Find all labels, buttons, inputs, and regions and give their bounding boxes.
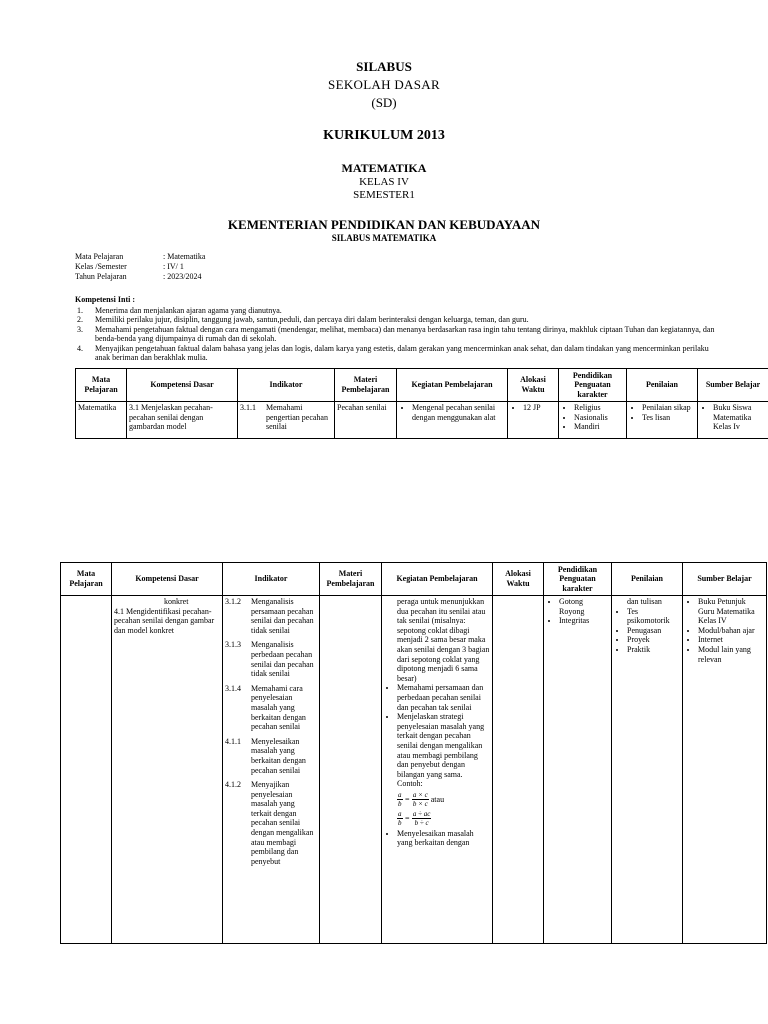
col-header: Materi Pembelajaran [320, 563, 382, 596]
kompetensi-inti-list [75, 306, 715, 362]
indikator-item [225, 684, 317, 732]
list-text: Menjelaskan strategi penyelesaian masalah yang terkait dengan pecahan senilai dengan mengalikan atau membagi pembilang dan penyebut dengan bilangan yang sama. Contoh: [397, 712, 485, 789]
indikator-text: Menyajikan penyelesaian masalah yang terkait dengan pecahan senilai dengan mengalikan atau membagi pembilang dan penyebut [251, 780, 314, 866]
indikator-text: Menyelesaikan masalah yang berkaitan dengan pecahan senilai [251, 736, 306, 775]
list-item: • Penugasan [627, 626, 680, 636]
list-item [75, 315, 715, 324]
list-item: • Proyek [627, 635, 680, 645]
list-item [75, 325, 715, 344]
list-text: Menerima dan menjalankan ajaran agama yang dianutnya. [95, 306, 282, 315]
fraction [397, 791, 403, 808]
list-item: • Gotong Royong [559, 597, 609, 616]
list-item [397, 712, 490, 827]
indikator-text: Memahami pengertian pecahan senilai [266, 403, 328, 432]
list-number: 2. [77, 315, 83, 325]
info-value: : 2023/2024 [163, 272, 202, 281]
formula-1 [397, 791, 490, 808]
title-silabus: SILABUS [356, 59, 412, 74]
indikator-text: Menganalisis perbedaan pecahan senilai dan pecahan tidak senilai [251, 640, 314, 679]
cell-mapel [61, 596, 112, 944]
list-item: • Buku Siswa Matematika Kelas Iv [713, 403, 766, 432]
info-label: Kelas /Semester [75, 262, 127, 271]
cell-kegiatan [397, 402, 508, 439]
formula-2 [397, 810, 490, 827]
syllabus-table-1 [75, 368, 768, 439]
fraction [412, 791, 429, 808]
title-school-abbr: (SD) [371, 95, 397, 110]
info-value: : Matematika [163, 252, 206, 261]
cell-penilaian [627, 402, 698, 439]
col-header: Alokasi Waktu [493, 563, 544, 596]
cell-alokasi [508, 402, 559, 439]
col-header: Kegiatan Pembelajaran [382, 563, 493, 596]
list-item: • Tes psikomotorik [627, 607, 680, 626]
cell-sumber [683, 596, 767, 944]
fraction [412, 810, 431, 827]
col-header: Alokasi Waktu [508, 369, 559, 402]
list-item: • Modul lain yang relevan [698, 645, 764, 664]
cell-ppk [544, 596, 612, 944]
list-item: • Menyelesaikan masalah yang berkaitan dengan [397, 829, 490, 848]
info-row [75, 272, 205, 282]
indikator-item [240, 403, 332, 432]
title-semester: SEMESTER1 [353, 189, 415, 201]
title-subject: MATEMATIKA [341, 161, 427, 175]
info-block [75, 252, 205, 282]
denominator: b ÷ c [414, 818, 429, 827]
list-item: • Nasionalis [574, 413, 624, 423]
list-item: • Integritas [559, 616, 609, 626]
numerator: a [398, 790, 402, 799]
col-header: Penilaian [627, 369, 698, 402]
fraction [397, 810, 403, 827]
indikator-number: 3.1.1 [240, 403, 256, 412]
title-kurikulum: KURIKULUM 2013 [323, 128, 445, 143]
indikator-text: Menganalisis persamaan pecahan senilai dan pecahan tidak senilai [251, 597, 314, 635]
title-school: SEKOLAH DASAR [328, 77, 440, 92]
list-item [75, 306, 715, 315]
denominator: b [398, 799, 402, 808]
equals-sign: = [404, 794, 410, 804]
cell-ppk [559, 402, 627, 439]
info-value: : IV/ 1 [163, 262, 184, 271]
cell-penilaian [612, 596, 683, 944]
col-header: Pendidikan Penguatan karakter [544, 563, 612, 596]
list-number: 3. [77, 324, 83, 334]
kd-item: 4.1 Mengidentifikasi pecahan-pecahan senilai dengan gambar dan model konkret [114, 606, 215, 635]
title-sub: SILABUS MATEMATIKA [331, 233, 437, 243]
list-number: 1. [77, 306, 83, 315]
indikator-item [225, 597, 317, 635]
denominator: b × c [412, 799, 428, 808]
penilaian-continuation: dan tulisan [627, 597, 662, 606]
indikator-item [225, 737, 317, 775]
kd-continuation: konkret [164, 597, 189, 606]
list-item: • 12 JP [523, 403, 556, 413]
indikator-number: 4.1.2 [225, 780, 241, 790]
cell-kegiatan [382, 596, 493, 944]
kompetensi-inti-title: Kompetensi Inti : [75, 295, 135, 304]
col-header: Kompetensi Dasar [112, 563, 223, 596]
numerator: a ÷ ac [412, 809, 431, 818]
title-kelas: KELAS IV [359, 176, 409, 188]
indikator-item [225, 780, 317, 866]
numerator: a × c [412, 790, 428, 799]
info-label: Mata Pelajaran [75, 252, 124, 261]
title-ministry: KEMENTERIAN PENDIDIKAN DAN KEBUDAYAAN [227, 217, 541, 232]
list-item: • Religius [574, 403, 624, 413]
indikator-number: 3.1.2 [225, 597, 241, 606]
cell-materi [320, 596, 382, 944]
list-item: • Penilaian sikap [642, 403, 695, 413]
table-header-row [61, 563, 767, 596]
col-header: Penilaian [612, 563, 683, 596]
cell-alokasi [493, 596, 544, 944]
formula-tail: atau [430, 794, 445, 804]
syllabus-table-2 [60, 562, 767, 944]
cell-mapel: Matematika [76, 402, 127, 439]
indikator-text: Memahami cara penyelesaian masalah yang berkaitan dengan pecahan senilai [251, 683, 306, 732]
table-header-row [76, 369, 768, 402]
col-header: Mata Pelajaran [76, 369, 127, 402]
list-text: Memiliki perilaku jujur, disiplin, tanggung jawab, santun,peduli, dan percaya diri dalam berinteraksi dengan keluarga, teman, dan guru. [95, 315, 529, 325]
list-item: • Internet [698, 635, 764, 645]
indikator-number: 3.1.4 [225, 683, 241, 693]
cell-kd [112, 596, 223, 944]
info-label: Tahun Pelajaran [75, 272, 127, 281]
col-header: Pendidikan Penguatan karakter [559, 369, 627, 402]
list-item: • Tes lisan [642, 413, 695, 423]
table-row [76, 402, 768, 439]
col-header: Indikator [223, 563, 320, 596]
indikator-item [225, 640, 317, 678]
cell-indikator [238, 402, 335, 439]
list-item: • Buku Petunjuk Guru Matematika Kelas IV [698, 597, 764, 626]
list-number: 4. [77, 343, 83, 353]
indikator-number: 4.1.1 [225, 736, 241, 746]
numerator: a [398, 809, 402, 818]
kegiatan-continuation: peraga untuk menunjukkan dua pecahan itu senilai atau tak senilai (misalnya: sepotong coklat dibagi menjadi 2 sama besar maka akan senilai dengan 3 bagian dari sepotong coklat yang dipotong menjadi 6 sama besar) [397, 597, 490, 683]
cell-kd: 3.1 Menjelaskan pecahan-pecahan senilai dengan gambardan model [127, 402, 238, 439]
col-header: Kegiatan Pembelajaran [397, 369, 508, 402]
col-header: Kompetensi Dasar [127, 369, 238, 402]
table-row [61, 596, 767, 944]
cell-sumber [698, 402, 768, 439]
cell-materi: Pecahan senilai [335, 402, 397, 439]
denominator: b [398, 818, 402, 827]
equals-sign: = [404, 813, 410, 823]
col-header: Mata Pelajaran [61, 563, 112, 596]
list-item: • Modul/bahan ajar [698, 626, 764, 636]
list-item [75, 344, 715, 363]
cell-indikator [223, 596, 320, 944]
list-item: • Praktik [627, 645, 680, 655]
col-header: Sumber Belajar [698, 369, 768, 402]
list-text: Menyajikan pengetahuan faktual dalam bahasa yang jelas dan logis, dalam karya yang estetis, dalam gerakan yang mencerminkan anak sehat, dan dalam tindakan yang mencerminkan perilaku anak beriman dan berakhlak mulia. [95, 343, 709, 363]
list-item: • Memahami persamaan dan perbedaan pecahan senilai dan pecahan tak senilai [397, 683, 490, 712]
indikator-number: 3.1.3 [225, 640, 241, 650]
list-item: • Mengenal pecahan senilai dengan menggunakan alat [412, 403, 505, 422]
list-item: • Mandiri [574, 422, 624, 432]
list-text: Memahami pengetahuan faktual dengan cara mengamati (mendengar, melihat, membaca) dan menanya berdasarkan rasa ingin tahu tentang dirinya, makhluk ciptaan Tuhan dan kegiatannya, dan benda-benda yang dijumpainya di rumah dan di sekolah. [95, 324, 715, 344]
col-header: Materi Pembelajaran [335, 369, 397, 402]
info-row [75, 252, 205, 262]
col-header: Sumber Belajar [683, 563, 767, 596]
col-header: Indikator [238, 369, 335, 402]
info-row [75, 262, 205, 272]
